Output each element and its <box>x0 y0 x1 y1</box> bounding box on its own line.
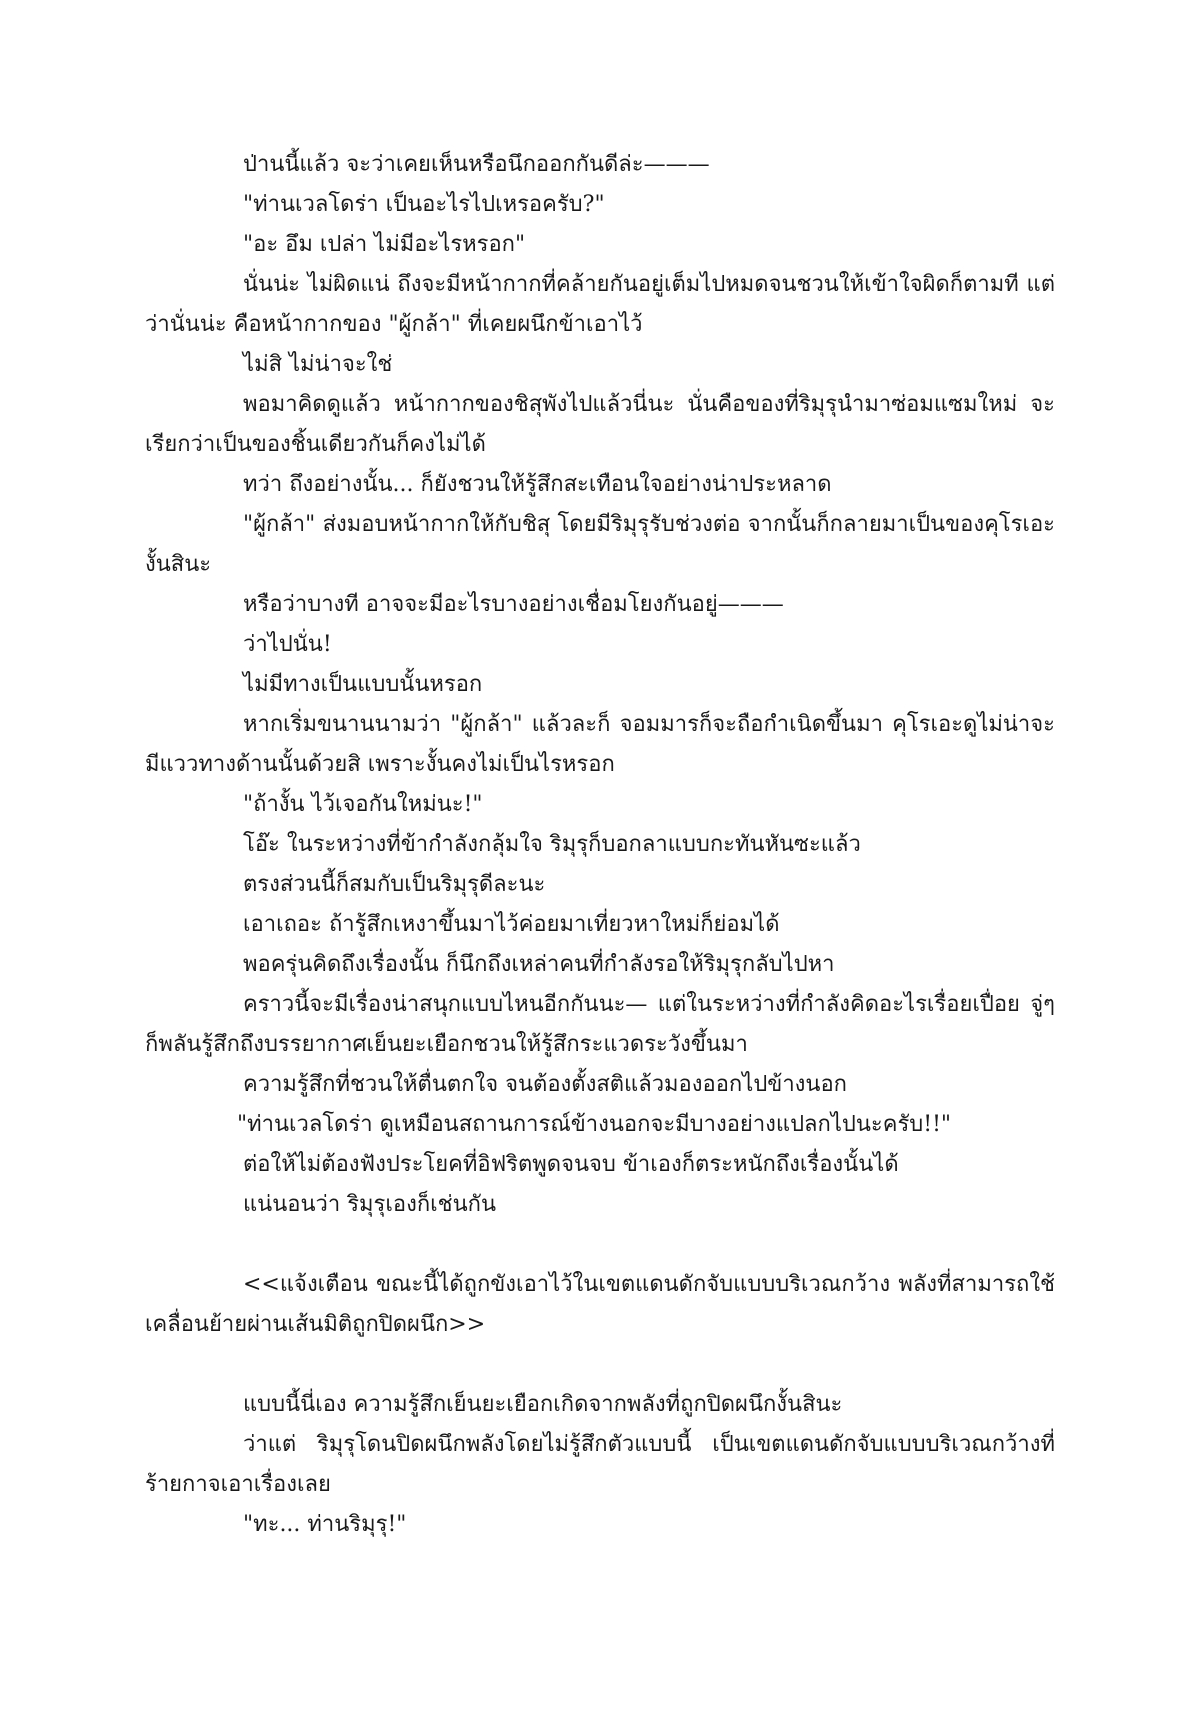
paragraph: ทว่า ถึงอย่างนั้น... ก็ยังชวนให้รู้สึกสะเทือนใจอย่างน่าประหลาด <box>243 472 832 497</box>
paragraph: พอมาคิดดูแล้ว หน้ากากของชิสุพังไปแล้วนี่นะ นั่นคือของที่ริมุรุนำมาซ่อมแซมใหม่ จะเรียกว่าเป็นของชิ้นเดียวกันก็คงไม่ได้ <box>145 392 1055 457</box>
paragraph: โอ๊ะ ในระหว่างที่ข้ากำลังกลุ้มใจ ริมุรุก็บอกลาแบบกะทันหันซะแล้ว <box>243 832 861 857</box>
paragraph: แน่นอนว่า ริมุรุเองก็เช่นกัน <box>243 1192 496 1217</box>
paragraph: ว่าไปนั่น! <box>243 632 332 657</box>
system-notice: <<แจ้งเตือน ขณะนี้ได้ถูกขังเอาไว้ในเขตแดนดักจับแบบบริเวณกว้าง พลังที่สามารถใช้เคลื่อนย้ายผ่านเส้นมิติถูกปิดผนึก>> <box>145 1272 1055 1337</box>
paragraph: หรือว่าบางที อาจจะมีอะไรบางอย่างเชื่อมโยงกันอยู่——— <box>243 592 784 617</box>
dialogue-line: "ถ้างั้น ไว้เจอกันใหม่นะ!" <box>243 792 483 817</box>
blank-line <box>145 1225 1055 1265</box>
paragraph: คราวนี้จะมีเรื่องน่าสนุกแบบไหนอีกกันนะ— แต่ในระหว่างที่กำลังคิดอะไรเรื่อยเปื่อย จู่ๆ ก็พลันรู้สึกถึงบรรยากาศเย็นยะเยือกชวนให้รู้สึกระแวดระวังขึ้นมา <box>145 992 1055 1057</box>
paragraph: หากเริ่มขนานนามว่า "ผู้กล้า" แล้วละก็ จอมมารก็จะถือกำเนิดขึ้นมา คุโรเอะดูไม่น่าจะมีแววทางด้านนั้นด้วยสิ เพราะงั้นคงไม่เป็นไรหรอก <box>145 712 1055 777</box>
dialogue-line: "ท่านเวลโดร่า เป็นอะไรไปเหรอครับ?" <box>243 192 605 217</box>
dialogue-line: "ทะ... ท่านริมุรุ!" <box>243 1512 407 1537</box>
paragraph: "ผู้กล้า" ส่งมอบหน้ากากให้กับชิสุ โดยมีริมุรุรับช่วงต่อ จากนั้นก็กลายมาเป็นของคุโรเอะ งั้นสินะ <box>145 512 1055 577</box>
blank-line <box>145 1345 1055 1385</box>
paragraph: พอครุ่นคิดถึงเรื่องนั้น ก็นึกถึงเหล่าคนที่กำลังรอให้ริมุรุกลับไปหา <box>243 952 835 977</box>
paragraph: ว่าแต่ ริมุรุโดนปิดผนึกพลังโดยไม่รู้สึกตัวแบบนี้ เป็นเขตแดนดักจับแบบบริเวณกว้างที่ร้ายกาจเอาเรื่องเลย <box>145 1432 1055 1497</box>
paragraph: เอาเถอะ ถ้ารู้สึกเหงาขึ้นมาไว้ค่อยมาเที่ยวหาใหม่ก็ย่อมได้ <box>243 912 780 937</box>
paragraph: ต่อให้ไม่ต้องฟังประโยคที่อิฟริตพูดจนจบ ข้าเองก็ตระหนักถึงเรื่องนั้นได้ <box>243 1152 899 1177</box>
paragraph: ไม่สิ ไม่น่าจะใช่ <box>243 352 393 377</box>
paragraph: ความรู้สึกที่ชวนให้ตื่นตกใจ จนต้องตั้งสติแล้วมองออกไปข้างนอก <box>243 1072 847 1097</box>
paragraph: แบบนี้นี่เอง ความรู้สึกเย็นยะเยือกเกิดจากพลังที่ถูกปิดผนึกงั้นสินะ <box>243 1392 843 1417</box>
dialogue-line: "ท่านเวลโดร่า ดูเหมือนสถานการณ์ข้างนอกจะมีบางอย่างแปลกไปนะครับ!!" <box>237 1112 952 1137</box>
paragraph: นั่นน่ะ ไม่ผิดแน่ ถึงจะมีหน้ากากที่คล้ายกันอยู่เต็มไปหมดจนชวนให้เข้าใจผิดก็ตามที แต่ว่านั่นน่ะ คือหน้ากากของ "ผู้กล้า" ที่เคยผนึกข้าเอาไว้ <box>145 272 1055 337</box>
body-text <box>145 145 1055 1545</box>
paragraph: ป่านนี้แล้ว จะว่าเคยเห็นหรือนึกออกกันดีล่ะ——— <box>243 152 710 177</box>
paragraph: ตรงส่วนนี้ก็สมกับเป็นริมุรุดีละนะ <box>243 872 546 897</box>
paragraph: ไม่มีทางเป็นแบบนั้นหรอก <box>243 672 483 697</box>
dialogue-line: "อะ อึม เปล่า ไม่มีอะไรหรอก" <box>243 232 526 257</box>
